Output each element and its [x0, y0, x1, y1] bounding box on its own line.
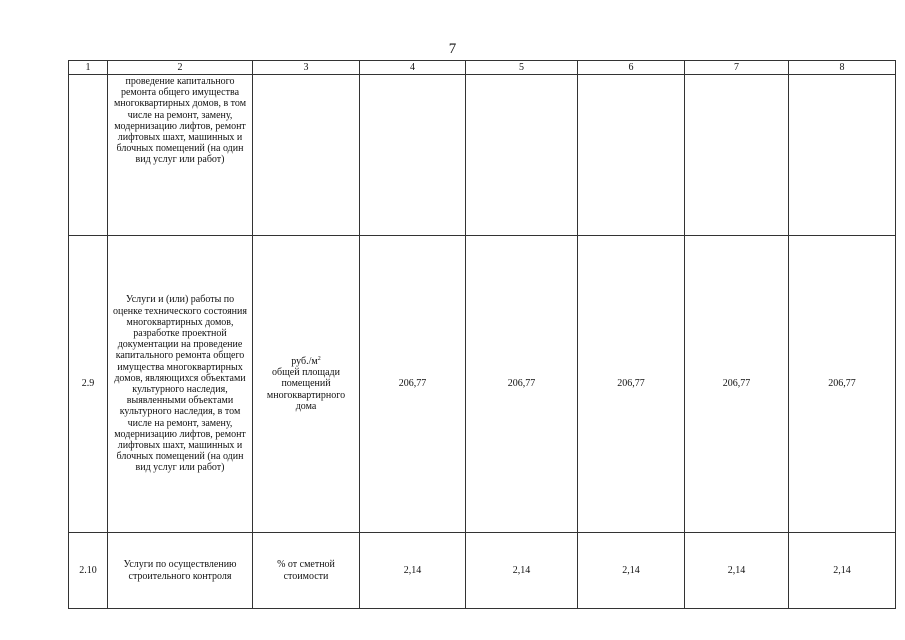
- unit-superscript: 2: [317, 355, 321, 362]
- value-cell: 2,14: [466, 533, 578, 609]
- unit-base: руб./м: [291, 355, 318, 367]
- value-cell: [685, 75, 789, 236]
- value-cell: [466, 75, 578, 236]
- value-cell: 206,77: [578, 236, 685, 533]
- value-cell: 206,77: [789, 236, 896, 533]
- value-cell: 2,14: [578, 533, 685, 609]
- value-cell: 2,14: [685, 533, 789, 609]
- value-cell: [360, 75, 466, 236]
- row-number-cell: 2.10: [69, 533, 108, 609]
- unit-main: [256, 356, 356, 367]
- table-row: [69, 533, 896, 609]
- column-header: 4: [360, 61, 466, 75]
- value-cell: [578, 75, 685, 236]
- row-number-cell: [69, 75, 108, 236]
- table-header-row: [69, 61, 896, 75]
- column-header: 2: [108, 61, 253, 75]
- page-number: 7: [448, 41, 457, 57]
- value-cell: 206,77: [360, 236, 466, 533]
- value-cell: 206,77: [466, 236, 578, 533]
- rates-table: [68, 60, 896, 609]
- row-number-cell: 2.9: [69, 236, 108, 533]
- value-cell: 2,14: [360, 533, 466, 609]
- unit-rest: общей площади помещений многоквартирного дома: [266, 367, 346, 412]
- column-header: 7: [685, 61, 789, 75]
- table-row: [69, 236, 896, 533]
- unit-cell: [253, 236, 360, 533]
- table-row: [69, 75, 896, 236]
- row-description-cell: Услуги и (или) работы по оценке технического состояния многоквартирных домов, разработке проектной документации на проведение капитального ремонта общего имущества многоквартирных домов, являющихся объектами культурного наследия, выявленными объектами культурного наследия, в том числе на ремонт, замену, модернизацию лифтов, ремонт лифтовых шахт, машинных и блочных помещений (на один вид услуг или работ): [108, 236, 253, 533]
- unit-cell: [253, 75, 360, 236]
- row-description-cell: Услуги по осуществлению строительного контроля: [108, 533, 253, 609]
- column-header: 5: [466, 61, 578, 75]
- row-description-cell: проведение капитального ремонта общего имущества многоквартирных домов, в том числе на ремонт, замену, модернизацию лифтов, ремонт лифтовых шахт, машинных и блочных помещений (на один вид услуг или работ): [108, 75, 253, 236]
- column-header: 6: [578, 61, 685, 75]
- column-header: 1: [69, 61, 108, 75]
- column-header: 8: [789, 61, 896, 75]
- value-cell: 2,14: [789, 533, 896, 609]
- value-cell: [789, 75, 896, 236]
- column-header: 3: [253, 61, 360, 75]
- unit-cell: % от сметной стоимости: [253, 533, 360, 609]
- value-cell: 206,77: [685, 236, 789, 533]
